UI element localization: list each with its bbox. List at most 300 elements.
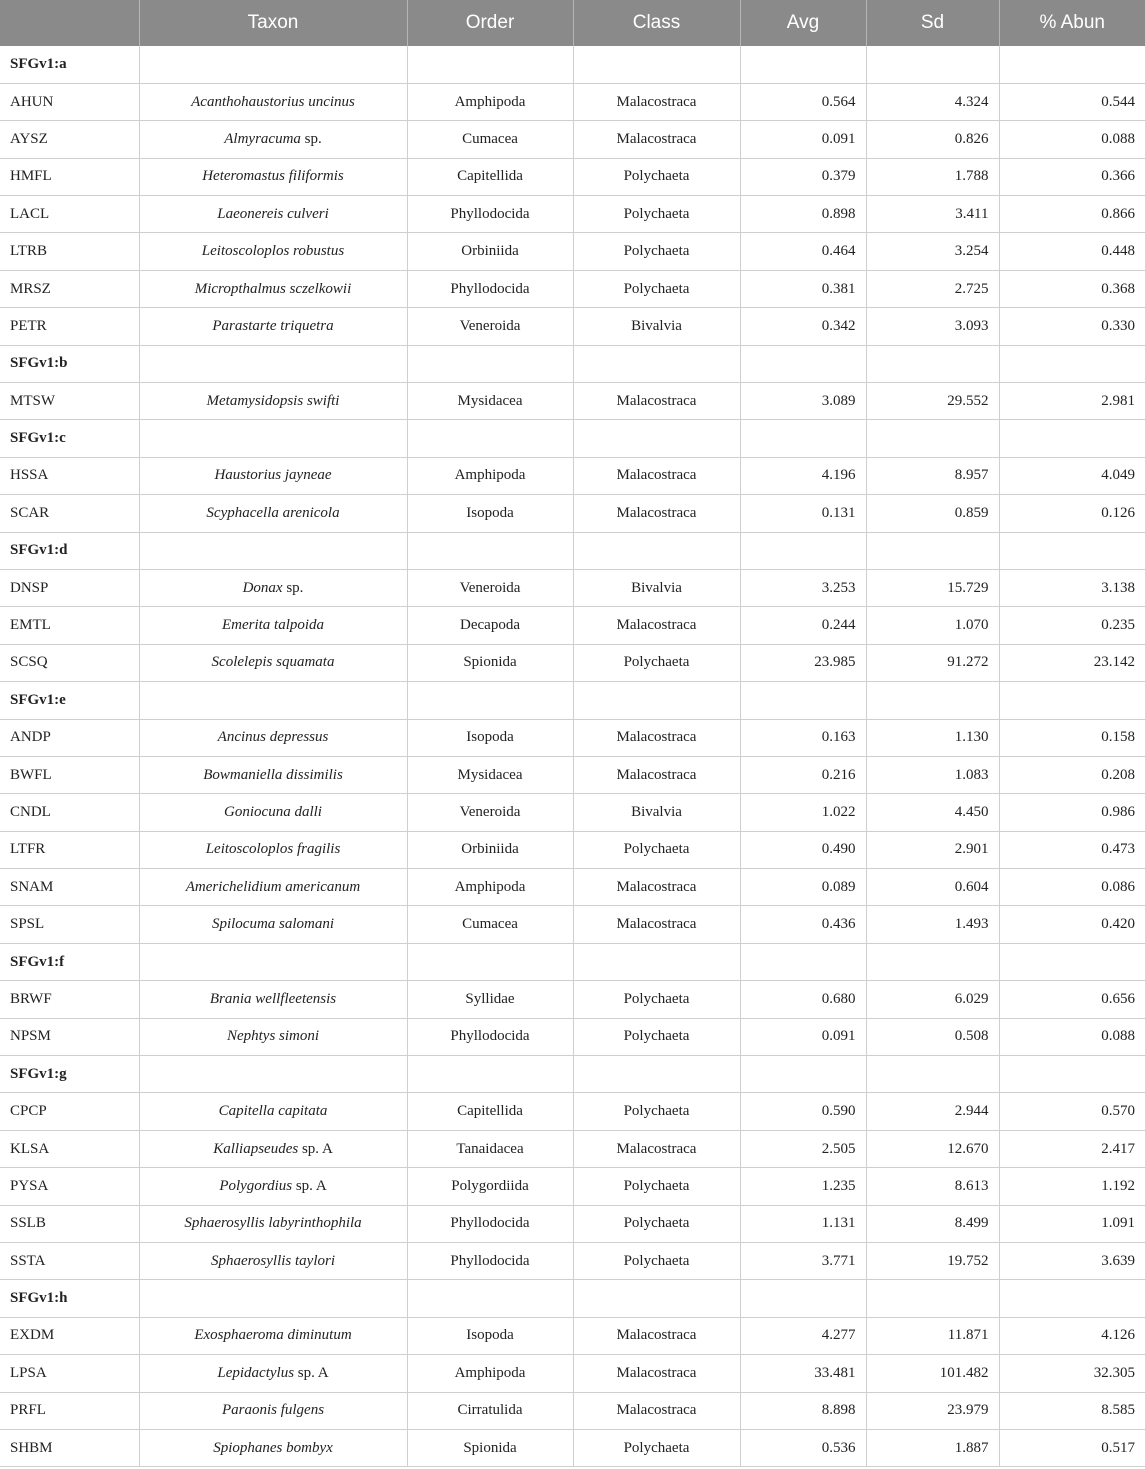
empty-cell	[139, 532, 407, 569]
empty-cell	[407, 46, 573, 83]
empty-cell	[866, 532, 999, 569]
avg-cell: 4.196	[740, 457, 866, 494]
taxon-cell: Scyphacella arenicola	[139, 495, 407, 532]
avg-cell: 0.089	[740, 869, 866, 906]
class-cell: Polychaeta	[573, 1018, 740, 1055]
empty-cell	[866, 46, 999, 83]
taxon-cell: Sphaerosyllis taylori	[139, 1243, 407, 1280]
taxon-cell: Metamysidopsis swifti	[139, 383, 407, 420]
empty-cell	[999, 682, 1145, 719]
empty-cell	[573, 345, 740, 382]
class-cell: Malacostraca	[573, 869, 740, 906]
group-row	[0, 420, 1145, 457]
empty-cell	[139, 1056, 407, 1093]
order-cell: Amphipoda	[407, 83, 573, 120]
abun-cell: 32.305	[999, 1355, 1145, 1392]
header-order: Order	[407, 0, 573, 46]
empty-cell	[573, 1056, 740, 1093]
abun-cell: 2.417	[999, 1130, 1145, 1167]
code-cell: EMTL	[0, 607, 139, 644]
abun-cell: 0.088	[999, 121, 1145, 158]
sd-cell: 1.788	[866, 158, 999, 195]
taxon-cell: Spilocuma salomani	[139, 906, 407, 943]
code-cell: SNAM	[0, 869, 139, 906]
order-cell: Phyllodocida	[407, 1243, 573, 1280]
sd-cell: 91.272	[866, 644, 999, 681]
table-row	[0, 308, 1145, 345]
avg-cell: 0.131	[740, 495, 866, 532]
abun-cell: 0.158	[999, 719, 1145, 756]
avg-cell: 0.898	[740, 196, 866, 233]
table-row	[0, 457, 1145, 494]
taxon-cell: Leitoscoloplos robustus	[139, 233, 407, 270]
table-row	[0, 906, 1145, 943]
header-abun: % Abun	[999, 0, 1145, 46]
empty-cell	[740, 1056, 866, 1093]
abun-cell: 3.138	[999, 569, 1145, 606]
class-cell: Polychaeta	[573, 270, 740, 307]
code-cell: HMFL	[0, 158, 139, 195]
class-cell: Malacostraca	[573, 457, 740, 494]
table-row	[0, 981, 1145, 1018]
sd-cell: 3.411	[866, 196, 999, 233]
order-cell: Cumacea	[407, 906, 573, 943]
sd-cell: 0.508	[866, 1018, 999, 1055]
class-cell: Polychaeta	[573, 158, 740, 195]
group-label: SFGv1:b	[0, 345, 139, 382]
code-cell: LACL	[0, 196, 139, 233]
abun-cell: 0.208	[999, 756, 1145, 793]
table-row	[0, 1243, 1145, 1280]
table-row	[0, 644, 1145, 681]
avg-cell: 0.381	[740, 270, 866, 307]
order-cell: Tanaidacea	[407, 1130, 573, 1167]
class-cell: Bivalvia	[573, 569, 740, 606]
group-row	[0, 943, 1145, 980]
header-class: Class	[573, 0, 740, 46]
code-cell: CPCP	[0, 1093, 139, 1130]
taxon-cell: Micropthalmus sczelkowii	[139, 270, 407, 307]
code-cell: NPSM	[0, 1018, 139, 1055]
taxon-cell: Leitoscoloplos fragilis	[139, 831, 407, 868]
empty-cell	[740, 682, 866, 719]
abun-cell: 1.192	[999, 1168, 1145, 1205]
group-label: SFGv1:d	[0, 532, 139, 569]
table-row	[0, 1205, 1145, 1242]
code-cell: BRWF	[0, 981, 139, 1018]
order-cell: Polygordiida	[407, 1168, 573, 1205]
empty-cell	[139, 46, 407, 83]
sd-cell: 2.944	[866, 1093, 999, 1130]
class-cell: Polychaeta	[573, 1093, 740, 1130]
taxon-cell: Bowmaniella dissimilis	[139, 756, 407, 793]
order-cell: Spionida	[407, 644, 573, 681]
avg-cell: 0.342	[740, 308, 866, 345]
order-cell: Phyllodocida	[407, 1205, 573, 1242]
sd-cell: 4.450	[866, 794, 999, 831]
table-row	[0, 383, 1145, 420]
taxon-cell: Capitella capitata	[139, 1093, 407, 1130]
header-code	[0, 0, 139, 46]
table-row	[0, 719, 1145, 756]
empty-cell	[999, 943, 1145, 980]
empty-cell	[573, 46, 740, 83]
taxon-cell: Paraonis fulgens	[139, 1392, 407, 1429]
class-cell: Malacostraca	[573, 719, 740, 756]
sd-cell: 8.957	[866, 457, 999, 494]
avg-cell: 3.253	[740, 569, 866, 606]
abun-cell: 0.986	[999, 794, 1145, 831]
sd-cell: 4.324	[866, 83, 999, 120]
abun-cell: 1.091	[999, 1205, 1145, 1242]
empty-cell	[740, 420, 866, 457]
empty-cell	[139, 682, 407, 719]
abun-cell: 0.368	[999, 270, 1145, 307]
class-cell: Malacostraca	[573, 1130, 740, 1167]
taxon-cell: Heteromastus filiformis	[139, 158, 407, 195]
sd-cell: 23.979	[866, 1392, 999, 1429]
empty-cell	[573, 682, 740, 719]
class-cell: Malacostraca	[573, 607, 740, 644]
sd-cell: 12.670	[866, 1130, 999, 1167]
class-cell: Malacostraca	[573, 1317, 740, 1354]
table-row	[0, 756, 1145, 793]
sd-cell: 0.826	[866, 121, 999, 158]
empty-cell	[866, 1056, 999, 1093]
empty-cell	[866, 345, 999, 382]
sd-cell: 1.493	[866, 906, 999, 943]
taxon-cell: Nephtys simoni	[139, 1018, 407, 1055]
empty-cell	[740, 1280, 866, 1317]
code-cell: PRFL	[0, 1392, 139, 1429]
taxon-cell	[139, 121, 407, 158]
order-cell: Decapoda	[407, 607, 573, 644]
avg-cell: 0.163	[740, 719, 866, 756]
order-cell: Phyllodocida	[407, 196, 573, 233]
taxon-suffix: sp. A	[297, 1364, 329, 1381]
order-cell: Isopoda	[407, 1317, 573, 1354]
taxon-cell: Acanthohaustorius uncinus	[139, 83, 407, 120]
taxon-cell	[139, 1168, 407, 1205]
abun-cell: 23.142	[999, 644, 1145, 681]
table-row	[0, 869, 1145, 906]
order-cell: Syllidae	[407, 981, 573, 1018]
class-cell: Bivalvia	[573, 308, 740, 345]
class-cell: Malacostraca	[573, 1392, 740, 1429]
class-cell: Malacostraca	[573, 756, 740, 793]
avg-cell: 0.216	[740, 756, 866, 793]
sd-cell: 101.482	[866, 1355, 999, 1392]
order-cell: Phyllodocida	[407, 1018, 573, 1055]
avg-cell: 3.089	[740, 383, 866, 420]
table-row	[0, 121, 1145, 158]
class-cell: Malacostraca	[573, 906, 740, 943]
code-cell: LPSA	[0, 1355, 139, 1392]
empty-cell	[999, 420, 1145, 457]
empty-cell	[866, 943, 999, 980]
sd-cell: 8.499	[866, 1205, 999, 1242]
class-cell: Malacostraca	[573, 83, 740, 120]
class-cell: Polychaeta	[573, 831, 740, 868]
empty-cell	[999, 1056, 1145, 1093]
abun-cell: 0.366	[999, 158, 1145, 195]
abun-cell: 0.570	[999, 1093, 1145, 1130]
class-cell: Malacostraca	[573, 383, 740, 420]
avg-cell: 2.505	[740, 1130, 866, 1167]
sd-cell: 1.887	[866, 1429, 999, 1466]
empty-cell	[407, 420, 573, 457]
sd-cell: 2.901	[866, 831, 999, 868]
abun-cell: 0.544	[999, 83, 1145, 120]
empty-cell	[999, 1280, 1145, 1317]
abun-cell: 8.585	[999, 1392, 1145, 1429]
abun-cell: 0.448	[999, 233, 1145, 270]
taxon-suffix: sp.	[286, 579, 304, 596]
group-row	[0, 46, 1145, 83]
group-label: SFGv1:g	[0, 1056, 139, 1093]
class-cell: Polychaeta	[573, 1243, 740, 1280]
taxon-cell: Americhelidium americanum	[139, 869, 407, 906]
sd-cell: 0.859	[866, 495, 999, 532]
empty-cell	[407, 682, 573, 719]
sd-cell: 29.552	[866, 383, 999, 420]
header-avg: Avg	[740, 0, 866, 46]
empty-cell	[573, 532, 740, 569]
group-label: SFGv1:e	[0, 682, 139, 719]
table-row	[0, 1093, 1145, 1130]
empty-cell	[740, 46, 866, 83]
sd-cell: 1.130	[866, 719, 999, 756]
table-row	[0, 1317, 1145, 1354]
code-cell: SSTA	[0, 1243, 139, 1280]
order-cell: Capitellida	[407, 158, 573, 195]
avg-cell: 0.436	[740, 906, 866, 943]
table-header	[0, 0, 1145, 46]
avg-cell: 0.490	[740, 831, 866, 868]
order-cell: Veneroida	[407, 308, 573, 345]
group-label: SFGv1:h	[0, 1280, 139, 1317]
order-cell: Cumacea	[407, 121, 573, 158]
empty-cell	[999, 345, 1145, 382]
header-taxon: Taxon	[139, 0, 407, 46]
table-row	[0, 83, 1145, 120]
code-cell: LTFR	[0, 831, 139, 868]
empty-cell	[139, 345, 407, 382]
taxon-genus: Kalliapseudes	[213, 1140, 299, 1157]
taxon-cell: Brania wellfleetensis	[139, 981, 407, 1018]
empty-cell	[407, 345, 573, 382]
empty-cell	[139, 420, 407, 457]
table-row	[0, 1392, 1145, 1429]
sd-cell: 3.093	[866, 308, 999, 345]
taxon-cell: Laeonereis culveri	[139, 196, 407, 233]
sd-cell: 19.752	[866, 1243, 999, 1280]
avg-cell: 0.464	[740, 233, 866, 270]
order-cell: Capitellida	[407, 1093, 573, 1130]
taxon-cell: Spiophanes bombyx	[139, 1429, 407, 1466]
sd-cell: 0.604	[866, 869, 999, 906]
table-row	[0, 1130, 1145, 1167]
class-cell: Polychaeta	[573, 981, 740, 1018]
sd-cell: 3.254	[866, 233, 999, 270]
abun-cell: 0.088	[999, 1018, 1145, 1055]
avg-cell: 0.244	[740, 607, 866, 644]
taxon-cell	[139, 1355, 407, 1392]
sd-cell: 8.613	[866, 1168, 999, 1205]
avg-cell: 0.091	[740, 1018, 866, 1055]
order-cell: Veneroida	[407, 794, 573, 831]
empty-cell	[573, 420, 740, 457]
class-cell: Polychaeta	[573, 1429, 740, 1466]
table-body	[0, 46, 1145, 1467]
avg-cell: 3.771	[740, 1243, 866, 1280]
code-cell: MRSZ	[0, 270, 139, 307]
empty-cell	[740, 943, 866, 980]
code-cell: SCSQ	[0, 644, 139, 681]
code-cell: LTRB	[0, 233, 139, 270]
sd-cell: 15.729	[866, 569, 999, 606]
code-cell: KLSA	[0, 1130, 139, 1167]
table-row	[0, 1018, 1145, 1055]
avg-cell: 1.022	[740, 794, 866, 831]
empty-cell	[999, 46, 1145, 83]
empty-cell	[407, 1280, 573, 1317]
abun-cell: 0.086	[999, 869, 1145, 906]
taxon-genus: Donax	[242, 579, 283, 596]
order-cell: Orbiniida	[407, 233, 573, 270]
taxon-cell: Sphaerosyllis labyrinthophila	[139, 1205, 407, 1242]
order-cell: Veneroida	[407, 569, 573, 606]
order-cell: Mysidacea	[407, 383, 573, 420]
empty-cell	[139, 1280, 407, 1317]
abun-cell: 0.330	[999, 308, 1145, 345]
empty-cell	[740, 345, 866, 382]
table-row	[0, 158, 1145, 195]
taxon-genus: Lepidactylus	[217, 1364, 295, 1381]
order-cell: Amphipoda	[407, 869, 573, 906]
avg-cell: 1.235	[740, 1168, 866, 1205]
taxon-cell: Goniocuna dalli	[139, 794, 407, 831]
table-row	[0, 233, 1145, 270]
avg-cell: 0.590	[740, 1093, 866, 1130]
code-cell: DNSP	[0, 569, 139, 606]
taxon-suffix: sp. A	[301, 1140, 333, 1157]
table-row	[0, 1355, 1145, 1392]
table-row	[0, 607, 1145, 644]
abun-cell: 4.126	[999, 1317, 1145, 1354]
abun-cell: 0.866	[999, 196, 1145, 233]
abun-cell: 0.235	[999, 607, 1145, 644]
empty-cell	[407, 532, 573, 569]
order-cell: Spionida	[407, 1429, 573, 1466]
class-cell: Polychaeta	[573, 1168, 740, 1205]
sd-cell: 2.725	[866, 270, 999, 307]
abun-cell: 2.981	[999, 383, 1145, 420]
code-cell: SCAR	[0, 495, 139, 532]
empty-cell	[866, 420, 999, 457]
abun-cell: 0.420	[999, 906, 1145, 943]
class-cell: Polychaeta	[573, 233, 740, 270]
group-label: SFGv1:a	[0, 46, 139, 83]
taxon-cell: Emerita talpoida	[139, 607, 407, 644]
sd-cell: 1.070	[866, 607, 999, 644]
code-cell: ANDP	[0, 719, 139, 756]
table-row	[0, 270, 1145, 307]
table-row	[0, 794, 1145, 831]
code-cell: PETR	[0, 308, 139, 345]
class-cell: Polychaeta	[573, 196, 740, 233]
order-cell: Amphipoda	[407, 1355, 573, 1392]
table-row	[0, 569, 1145, 606]
code-cell: SPSL	[0, 906, 139, 943]
class-cell: Bivalvia	[573, 794, 740, 831]
avg-cell: 33.481	[740, 1355, 866, 1392]
header-sd: Sd	[866, 0, 999, 46]
group-label: SFGv1:c	[0, 420, 139, 457]
avg-cell: 0.564	[740, 83, 866, 120]
taxon-cell	[139, 1130, 407, 1167]
order-cell: Cirratulida	[407, 1392, 573, 1429]
class-cell: Polychaeta	[573, 644, 740, 681]
abun-cell: 0.517	[999, 1429, 1145, 1466]
table-row	[0, 196, 1145, 233]
abun-cell: 4.049	[999, 457, 1145, 494]
code-cell: SSLB	[0, 1205, 139, 1242]
code-cell: MTSW	[0, 383, 139, 420]
sd-cell: 1.083	[866, 756, 999, 793]
code-cell: BWFL	[0, 756, 139, 793]
empty-cell	[866, 1280, 999, 1317]
empty-cell	[573, 943, 740, 980]
class-cell: Malacostraca	[573, 1355, 740, 1392]
empty-cell	[999, 532, 1145, 569]
taxon-suffix: sp. A	[295, 1177, 327, 1194]
abun-cell: 0.473	[999, 831, 1145, 868]
code-cell: PYSA	[0, 1168, 139, 1205]
avg-cell: 0.091	[740, 121, 866, 158]
group-row	[0, 682, 1145, 719]
code-cell: EXDM	[0, 1317, 139, 1354]
code-cell: CNDL	[0, 794, 139, 831]
abun-cell: 3.639	[999, 1243, 1145, 1280]
order-cell: Isopoda	[407, 495, 573, 532]
taxon-genus: Polygordius	[219, 1177, 293, 1194]
group-row	[0, 532, 1145, 569]
group-row	[0, 1280, 1145, 1317]
taxon-cell	[139, 569, 407, 606]
code-cell: AYSZ	[0, 121, 139, 158]
taxon-cell: Parastarte triquetra	[139, 308, 407, 345]
avg-cell: 8.898	[740, 1392, 866, 1429]
avg-cell: 23.985	[740, 644, 866, 681]
code-cell: SHBM	[0, 1429, 139, 1466]
table-row	[0, 495, 1145, 532]
table-row	[0, 1429, 1145, 1466]
taxon-suffix: sp.	[304, 130, 322, 147]
avg-cell: 0.379	[740, 158, 866, 195]
order-cell: Isopoda	[407, 719, 573, 756]
code-cell: HSSA	[0, 457, 139, 494]
empty-cell	[139, 943, 407, 980]
abun-cell: 0.656	[999, 981, 1145, 1018]
taxon-cell: Scolelepis squamata	[139, 644, 407, 681]
taxon-cell: Haustorius jayneae	[139, 457, 407, 494]
order-cell: Mysidacea	[407, 756, 573, 793]
header-row	[0, 0, 1145, 46]
group-row	[0, 345, 1145, 382]
class-cell: Polychaeta	[573, 1205, 740, 1242]
avg-cell: 0.536	[740, 1429, 866, 1466]
